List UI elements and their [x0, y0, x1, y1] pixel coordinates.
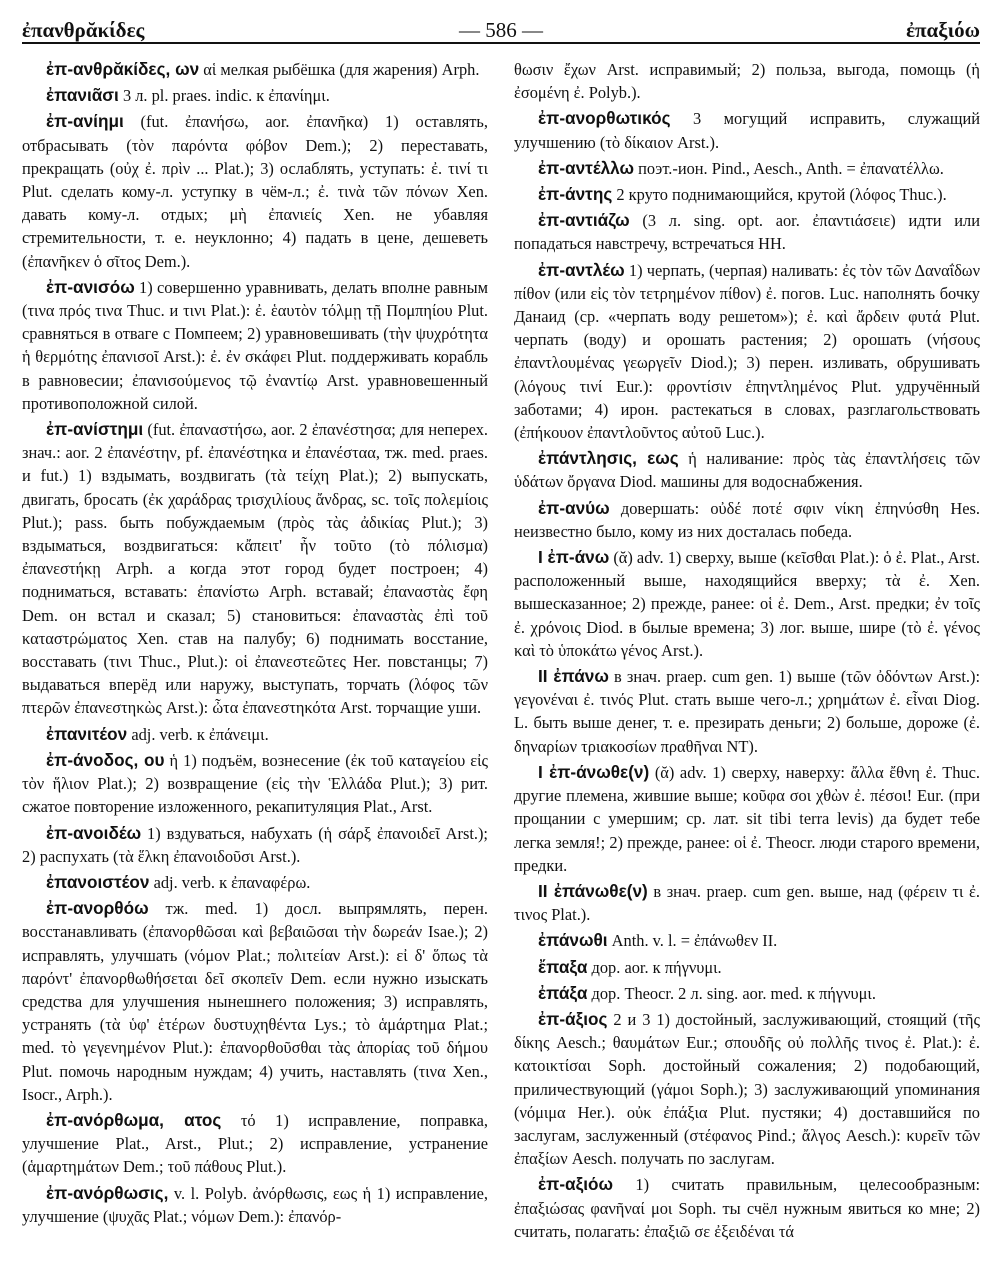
entry-definition: 2 круто поднимающийся, крутой (λόφος Thuc.). [612, 185, 947, 205]
dictionary-entry [514, 982, 980, 1005]
entry-headword: ἐπ-ανίημι [46, 111, 124, 132]
entry-definition: (ᾰ) adv. 1) сверху, выше (κεῖσθαι Plat.): ὁ ἐ. Plat., Arst. расположенный выше, находящийся вверху; τὰ ἐ. Xen. вышесказанное; 2) прежде, ранее: οἱ ἐ. Dem., Arst. предки; ἐν τοῖς ἐ. χρόνοις Diod. в былые времена; 3) лог. выше, шире (τὸ ἐ. γένος καὶ τὸ ὑποκάτω γένος Arst.). [514, 548, 981, 660]
dictionary-entry [22, 418, 488, 720]
entry-definition: дор. aor. к πήγνυμι. [587, 957, 722, 977]
entry-headword: ἐπ-ανισόω [46, 276, 135, 297]
entry-definition: 1) считать правильным, целесообразным: ἐπαξιώσας φανῆναί μοι Soph. ты счёл нужным явиться ко мне; 2) считать, полагать: ἐπαξιῶ σε ἐξειδέναι τά [514, 1175, 980, 1241]
entry-definition: 1) вздуваться, набухать (ἡ σάρξ ἐπανοιδεῖ Arst.); 2) распухать (τὰ ἕλκη ἐπανοιδοῦσι Arst.). [22, 823, 488, 866]
dictionary-entry [514, 956, 980, 979]
entry-definition: ἡ 1) подъём, вознесение (ἐκ τοῦ καταγείου εἰς τὸν ἥλιον Plat.); 2) возвращение (εἰς τὴν Ἑλλάδα Plut.); 3) рит. сжатое повторение изложенного, рекапитуляция Plat., Arst. [22, 750, 489, 817]
entry-headword: ἐπ-ανορθωτικός [538, 108, 671, 129]
entry-headword: ἐπ-ανύω [538, 497, 610, 518]
entry-headword: ἐπ-άξιος [538, 1008, 608, 1029]
entry-headword: ἐπ-άνοδος, ου [46, 749, 165, 770]
entry-definition: Anth. v. l. = ἐπάνωθεν II. [607, 931, 778, 951]
entry-definition: ἡ наливание: πρὸς τὰς ἐπαντλήσεις τῶν ὑδάτων ὄργανα Diod. машины для водоснабжения. [514, 449, 981, 492]
entry-definition: 3 могущий исправить, служащий улучшению (τὸ δίκαιον Arst.). [514, 109, 980, 152]
entry-headword: I ἐπ-άνωθε(ν) [538, 761, 650, 782]
entry-definition: adj. verb. к ἐπαναφέρω. [149, 872, 311, 892]
dictionary-entry [22, 276, 488, 415]
left-guide-word: ἐπανθρᾰκίδες [22, 18, 145, 42]
entry-headword: ἐπ-αξιόω [538, 1174, 614, 1195]
entry-definition: в знач. praep. cum gen. выше, над (φέρειν τι ἐ. τινος Plat.). [514, 881, 980, 925]
entry-definition: (ᾰ) adv. 1) сверху, наверху: ἄλλα ἔθνη ἐ. Thuc. другие племена, жившие выше; κοῦφα σοι χθὼν ἐ. πέσοι! Eur. (при прощании с умершим; ср. лат. sit tibi terra levis) да будет тебе легка земля!; 2) прежде, ранее: οἱ ἐ. Theocr. люди старого времени, предки. [514, 762, 980, 875]
dictionary-entry [514, 183, 980, 206]
entry-definition: θωσιν ἔχων Arst. исправимый; 2) польза, выгода, помощь (ἡ ἐσομένη ἐ. Polyb.). [514, 60, 980, 103]
entry-definition: 2 и 3 1) достойный, заслуживающий, стоящий (τῆς δίκης Aesch.; θαυμάτων Eur.; σπουδῆς οὐ πολλῆς τινος ἐ. Plat.): ἐ. κατοικτίσαι Soph. достойный сожаления; 2) подобающий, приличествующий (γάμοι Soph.); 3) заслуживающий упоминания (νόμιμα Her.). οὐκ ἐπάξια Plut. пустяки; 4) доставшийся по заслугам, заслуженный (στέφανος Pind.; ἄλγος Aesch.): κυρεῖν τῶν ἐπαξίων Aesch. получать по заслугам. [514, 1009, 980, 1169]
dictionary-entry [514, 1173, 980, 1243]
entry-definition: 1) совершенно уравнивать, делать вполне равным (τινα πρός τινα Thuc. и τινι Plat.): ἐ. ἑαυτὸν τόλμῃ τῇ Πομπηίου Plut. сравняться в отваге с Помпеем; 2) уравновешивать (τὴν ψυχρότητα ἡ θερμότης ἐπανισοῖ Arst.): ἐ. ἐν σκάφει Plut. поддерживать корабль в равновесии; ἐπανισούμενος τῷ ἐναντίῳ Arst. уравновешенный противоположной силой. [22, 277, 488, 413]
dictionary-entry [514, 107, 980, 153]
entry-headword: ἐπάνωθι [538, 930, 608, 951]
left-column [22, 58, 488, 1246]
entry-definition: adj. verb. к ἐπάνειμι. [127, 724, 269, 744]
dictionary-entry [514, 1008, 980, 1170]
dictionary-entry [22, 58, 488, 81]
dictionary-entry [22, 871, 488, 894]
entry-definition: v. l. Polyb. ἀνόρθωσις, εως ἡ 1) исправление, улучшение (ψυχᾶς Plat.; νόμων Dem.): ἐπανόρ- [22, 1183, 488, 1226]
entry-headword: ἐπ-ανόρθωσις, [46, 1182, 169, 1203]
dictionary-entry [22, 1182, 488, 1228]
entry-headword: ἐπ-ανίστημι [46, 419, 144, 440]
entry-headword: ἐπ-ανόρθωμα, ατος [46, 1109, 222, 1130]
entry-definition: 3 л. pl. praes. indic. к ἐπανίημι. [118, 86, 330, 106]
page-header [22, 12, 980, 42]
entry-definition: дор. Theocr. 2 л. sing. aor. med. к πήγνυμι. [587, 983, 876, 1003]
entry-headword: ἐπ-ανοιδέω [46, 822, 142, 843]
entry-headword: ἔπαξα [538, 956, 588, 977]
entry-definition: (fut. ἐπανήσω, aor. ἐπανῆκα) 1) оставлять, отбрасывать (τὸν παρόντα φόβον Dem.); 2) переставать, прекращать (οὐχ ἐ. πρὶν ... Plat.); 3) ослаблять, уступать: ἐ. τινί τι Plut. сделать кому-л. уступку в чём-л.; ἐ. τινὰ τῶν πόνων Xen. давать кому-л. отдых; μὴ ἐπανιείς Xen. не убавляя стремительности, т. е. неуклонно; 4) падать в цене, дешеветь (ἐπανῆκεν ὁ σῖτος Dem.). [22, 112, 488, 271]
entry-definition: 1) черпать, (черпая) наливать: ἐς τὸν τῶν Δαναΐδων πίθον (или εἰς τὸν τετρημένον πίθον) ἐ. погов. Luc. наполнять бочку Данаид (ср. «черпать воду решетом»); ἐ. καὶ ἄρδειν φυτά Plut. черпать (воду) и орошать растения; 2) орошать (νήσους ἐπαντλουμένας γεωργεῖν Diod.); 3) перен. изливать, обрушивать (λόγους τινί Eur.): φροντίσιν ἐπηντλημένος Plut. удручённый заботами; 4) ирон. растекаться в словах, разглагольствовать (ἐπήκουον ἐπαντλοῦντος αὐτοῦ Luc.). [514, 260, 980, 443]
dictionary-entry [514, 209, 980, 255]
entry-definition: (fut. ἐπαναστήσω, aor. 2 ἐπανέστησα; для неперех. знач.: aor. 2 ἐπανέστην, pf. ἐπανέστηκα и ἐπανέσταα, тж. med. praes. и fut.) 1) вздымать, воздвигать (τὰ τείχη Plat.); 2) выпускать, двигать, бросать (ἐκ χαράδρας τρισχιλίους ἄνδρας, sc. τοῖς πολεμίοις Plut.); pass. быть побуждаемым (πρὸς τὰς ἀδικίας Plut.); 3) вздыматься, воздвигаться: κἄπειτ' ἦν τοῦτο (τὸ πόλισμα) ἐπανεστήκῃ Arph. а когда этот город будет построен; 4) подниматься, вставать: ἐπανίστω Arph. вставай; ἐπαναστὰς ἔφη Dem. он встал и сказал; 5) становиться: ἐπαναστὰς ἐπὶ τοῦ καταστρώματος Xen. став на палубу; 6) поднимать восстание, восставать (τινι Thuc., Plut.): οἱ ἐπανεστεῶτες Her. повстанцы; 7) выдаваться вперёд или наружу, выступать, торчать (λόφος τῶν πτερῶν ἐπανεστηκὼς Arst.): ὦτα ἐπανεστηκότα Arst. торчащие уши. [22, 420, 488, 718]
entry-definition: αἱ мелкая рыбёшка (для жарения) Arph. [199, 60, 480, 79]
dictionary-entry [22, 84, 488, 107]
dictionary-entry [514, 58, 980, 104]
dictionary-entry [514, 665, 980, 758]
entry-headword: ἐπάξα [538, 982, 588, 1003]
entry-definition: поэт.-ион. Pind., Aesch., Anth. = ἐπανατέλλω. [634, 158, 944, 178]
entry-headword: ἐπανοιστέον [46, 871, 150, 892]
dictionary-entry [22, 897, 488, 1106]
dictionary-entry [22, 723, 488, 746]
entry-headword: II ἐπάνω [538, 666, 609, 687]
entry-headword: ἐπανιᾶσι [46, 85, 119, 106]
entry-definition: тж. med. 1) досл. выпрямлять, перен. восстанавливать (ἐπανορθῶσαι καὶ βεβαιῶσαι τὴν δωρεάν Isae.); 2) исправлять, улучшать (νόμον Plat.; πολιτείαν Arst.): εἰ δ' ὅπως τὰ παρόντ' ἐπανορθωθήσεται δεῖ σκοπεῖν Dem. если нужно изыскать средства для улучшения нынешнего положения; 3) исправлять, устранять (τὰ ὑφ' ἑτέρων δυστυχηθέντα Lys.; τὸ ἁμάρτημα Plat.; med. τὸ γεγενημένον Plut.): ἐπανορθοῦσθαι τὰς ἀπορίας τοῦ δήμου Plut. помочь народным нуждам; 4) учить, наставлять (τινα Xen., Isocr., Arph.). [22, 899, 488, 1104]
dictionary-entry [514, 761, 980, 877]
dictionary-entry [514, 880, 980, 926]
entry-headword: ἐπ-αντέλλω [538, 157, 635, 178]
entry-headword: ἐπάντλησις, εως [538, 448, 679, 469]
text-columns [22, 58, 980, 1246]
entry-definition: (3 л. sing. opt. aor. ἐπαντιάσειε) идти или попадаться навстречу, встречаться НН. [514, 211, 980, 254]
dictionary-entry [514, 157, 980, 180]
entry-headword: ἐπ-αντιάζω [538, 210, 630, 231]
entry-definition: τό 1) исправление, поправка, улучшение Plat., Arst., Plut.; 2) исправление, устранение (ἁμαρτημάτων Dem.; τοῦ πάθους Plut.). [22, 1110, 488, 1177]
dictionary-entry [514, 259, 980, 445]
right-guide-word: ἐπαξιόω [906, 18, 980, 42]
right-column [514, 58, 980, 1246]
entry-headword: I ἐπ-άνω [538, 547, 610, 568]
entry-definition: довершать: οὐδέ ποτέ σφιν νίκη ἐπηνύσθη Hes. неизвестно было, кому из них досталась победа. [514, 498, 980, 541]
entry-headword: ἐπ-ανορθόω [46, 898, 149, 919]
dictionary-entry [22, 110, 488, 272]
entry-headword: ἐπ-άντης [538, 184, 613, 205]
dictionary-entry [22, 822, 488, 868]
dictionary-entry [514, 929, 980, 952]
dictionary-entry [22, 749, 488, 819]
dictionary-entry [22, 1109, 488, 1179]
dictionary-entry [514, 447, 980, 493]
entry-headword: II ἐπάνωθε(ν) [538, 880, 648, 901]
entry-headword: ἐπ-ανθρᾰκίδες, ων [46, 59, 200, 79]
entry-headword: ἐπανιτέον [46, 723, 128, 744]
page-number: — 586 — [459, 18, 543, 42]
entry-definition: в знач. praep. cum gen. 1) выше (τῶν ὀδόντων Arst.): γεγονέναι ἐ. τινός Plut. стать выше чего-л.; χρημάτων ἐ. εἶναι Diog. L. быть выше денег, т. е. презирать деньги; 2) больше, дороже (ἐ. δηναρίων τριακοσίων πραθῆναι NT). [514, 667, 981, 756]
dictionary-entry [514, 546, 980, 662]
entry-headword: ἐπ-αντλέω [538, 259, 625, 280]
dictionary-entry [514, 497, 980, 543]
